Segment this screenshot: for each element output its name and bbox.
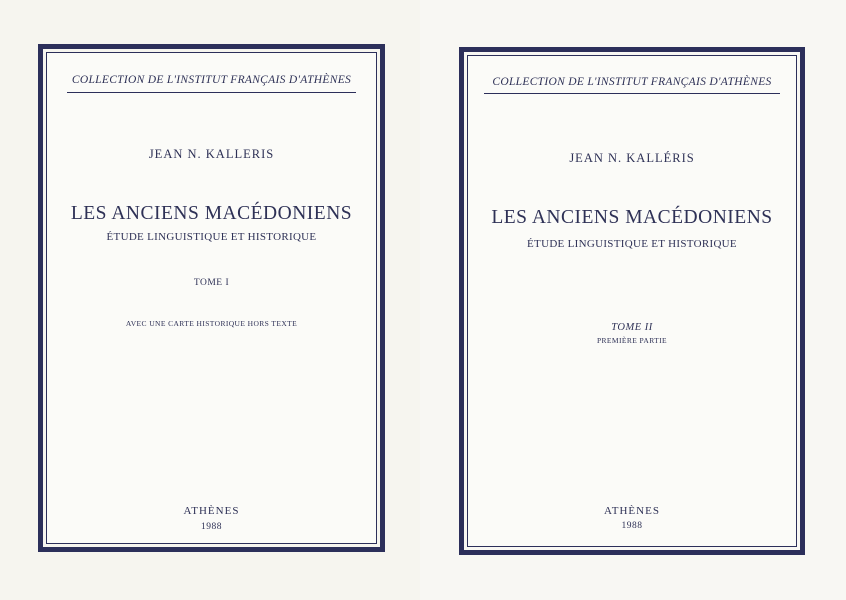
volume-label: TOME II: [611, 322, 653, 333]
publication-city: ATHÈNES: [604, 505, 660, 517]
cover-inner-panel: [467, 55, 797, 547]
series-underline: [484, 93, 780, 94]
author-name: JEAN N. KALLÉRIS: [569, 151, 695, 165]
book-title: LES ANCIENS MACÉDONIENS: [70, 203, 353, 224]
publication-year: 1988: [621, 521, 643, 531]
series-title: COLLECTION DE L'INSTITUT FRANÇAIS D'ATHÈNES: [492, 76, 772, 88]
publication-city: ATHÈNES: [183, 505, 240, 517]
cover-border-frame: [459, 47, 805, 555]
volume-note: AVEC UNE CARTE HISTORIQUE HORS TEXTE: [125, 319, 298, 328]
book-subtitle: ÉTUDE LINGUISTIQUE ET HISTORIQUE: [527, 238, 737, 250]
volume-part: PREMIÈRE PARTIE: [596, 336, 668, 345]
series-title: COLLECTION DE L'INSTITUT FRANÇAIS D'ATHÈNES: [71, 74, 352, 86]
cover-border-frame: [38, 44, 385, 552]
cover-inner-panel: [46, 52, 377, 544]
volume-label: TOME I: [193, 278, 230, 288]
author-name: JEAN N. KALLERIS: [148, 147, 275, 161]
book-subtitle: ÉTUDE LINGUISTIQUE ET HISTORIQUE: [106, 231, 317, 243]
book-title: LES ANCIENS MACÉDONIENS: [491, 207, 773, 228]
series-underline: [67, 92, 356, 93]
publication-year: 1988: [201, 522, 222, 532]
book-cover-tome-2: [420, 0, 846, 600]
